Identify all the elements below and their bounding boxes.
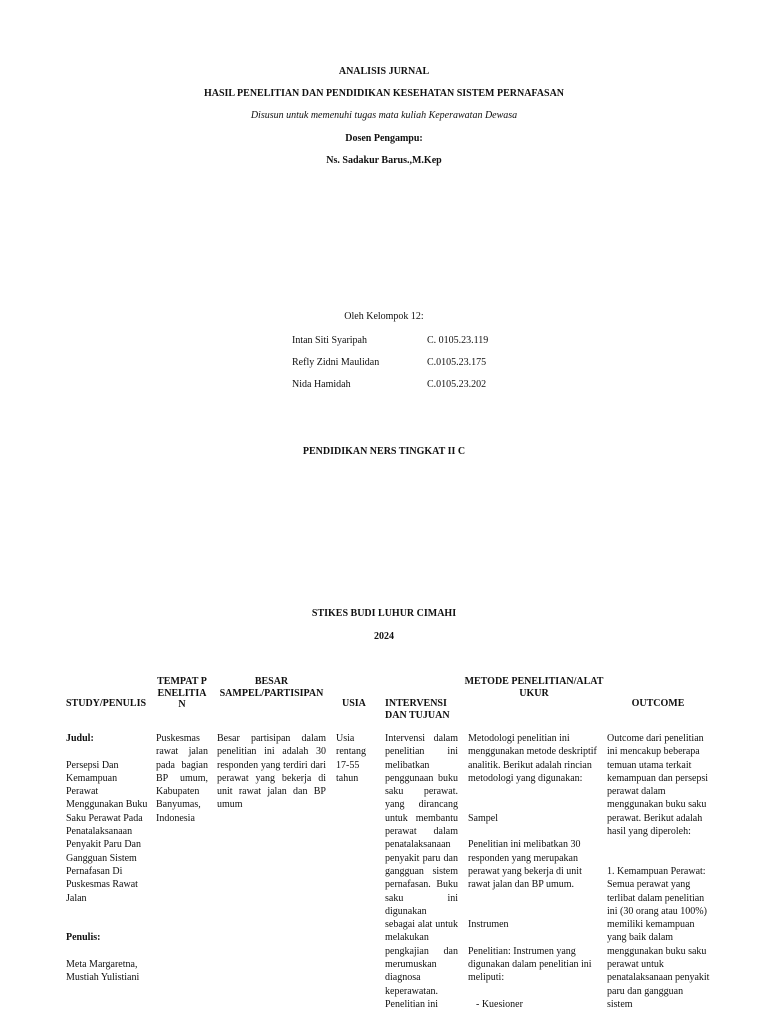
document-subtitle: HASIL PENELITIAN DAN PENDIDIKAN KESEHATAN SISTEM PERNAFASAN <box>203 88 565 99</box>
member-id: C.0105.23.175 <box>427 357 487 368</box>
study-authors: Meta Margaretna, Mustiah Yulistiani <box>66 959 140 984</box>
method-instrument-heading: Instrumen <box>468 919 509 931</box>
institution-name: STIKES BUDI LUHUR CIMAHI <box>311 608 457 619</box>
member-id: C.0105.23.202 <box>427 379 487 390</box>
header-age: USIA <box>342 698 366 709</box>
outcome-point-1: 1. Kemampuan Perawat: Semua perawat yang terlibat dalam penelitian ini (30 orang atau 100%) memiliki kemampuan yang baik dalam menggunakan buku saku perawat untuk penatalaksanaan penyakit paru dan gangguan sistem <box>607 865 710 1010</box>
lecturer-name: Ns. Sadakur Barus.,M.Kep <box>326 155 442 166</box>
cell-place: Puskesmas rawat jalan pada bagian BP umum, Kabupaten Banyumas, Indonesia <box>156 733 208 824</box>
cell-study <box>66 732 148 985</box>
header-intervention: INTERVENSI DAN TUJUAN <box>385 698 450 721</box>
member-name: Refly Zidni Maulidan <box>292 357 380 368</box>
cell-outcome <box>607 732 711 1011</box>
member-id: C. 0105.23.119 <box>427 335 489 346</box>
method-sample-text: Penelitian ini melibatkan 30 responden yang merupakan perawat yang bekerja di unit rawat jalan dan BP umum. <box>468 839 582 891</box>
header-method: METODE PENELITIAN/ALAT UKUR <box>464 676 604 699</box>
study-title-label: Judul: <box>66 733 94 744</box>
document-purpose: Disusun untuk memenuhi tugas mata kuliah Keperawatan Dewasa <box>250 110 518 121</box>
method-intro: Metodologi penelitian ini menggunakan metode deskriptif analitik. Berikut adalah rincian metodologi yang digunakan: <box>468 733 597 784</box>
header-sample: BESAR SAMPEL/PARTISIPAN <box>219 676 324 699</box>
document-title: ANALISIS JURNAL <box>338 66 430 77</box>
study-authors-label: Penulis: <box>66 932 101 944</box>
method-instrument-text: Penelitian: Instrumen yang digunakan dalam penelitian ini meliputi: <box>468 945 592 984</box>
cell-sample: Besar partisipan dalam penelitian ini adalah 30 responden yang terdiri dari perawat yang bekerja di unit rawat jalan dan BP umum <box>217 733 326 811</box>
lecturer-label: Dosen Pengampu: <box>345 133 423 144</box>
member-name: Nida Hamidah <box>292 379 351 390</box>
outcome-intro: Outcome dari penelitian ini mencakup beberapa temuan utama terkait kemampuan dan persepsi perawat dalam menggunakan buku saku perawat. Berikut adalah hasil yang diperoleh: <box>607 733 709 838</box>
program-name: PENDIDIKAN NERS TINGKAT II C <box>302 446 466 457</box>
header-study: STUDY/PENULIS <box>66 698 147 709</box>
cell-method <box>468 732 600 1011</box>
member-name: Intan Siti Syaripah <box>292 335 367 346</box>
method-instrument-item: - Kuesioner <box>476 998 523 1010</box>
method-sample-heading: Sampel <box>468 812 498 824</box>
cell-age: Usia rentang 17-55 tahun <box>336 733 366 784</box>
group-label: Oleh Kelompok 12: <box>344 311 424 322</box>
header-place: TEMPAT PENELITIAN <box>157 676 207 710</box>
study-title: Persepsi Dan Kemampuan Perawat Menggunakan Buku Saku Perawat Pada Penatalaksanaan Penyakit Paru Dan Gangguan Sistem Pernafasan Di Puskesmas Rawat Jalan <box>66 759 148 904</box>
header-outcome: OUTCOME <box>631 698 685 709</box>
document-year: 2024 <box>374 631 394 642</box>
cell-intervention: Intervensi dalam penelitian ini melibatkan penggunaan buku saku perawat. yang dirancang untuk membantu perawat dalam penatalaksanaan penyakit paru dan gangguan sistem pernafasan. Buku saku ini digunakan sebagai alat untuk melakukan pengkajian dan merumuskan diagnosa keperawatan. Penelitian ini <box>385 733 458 1010</box>
